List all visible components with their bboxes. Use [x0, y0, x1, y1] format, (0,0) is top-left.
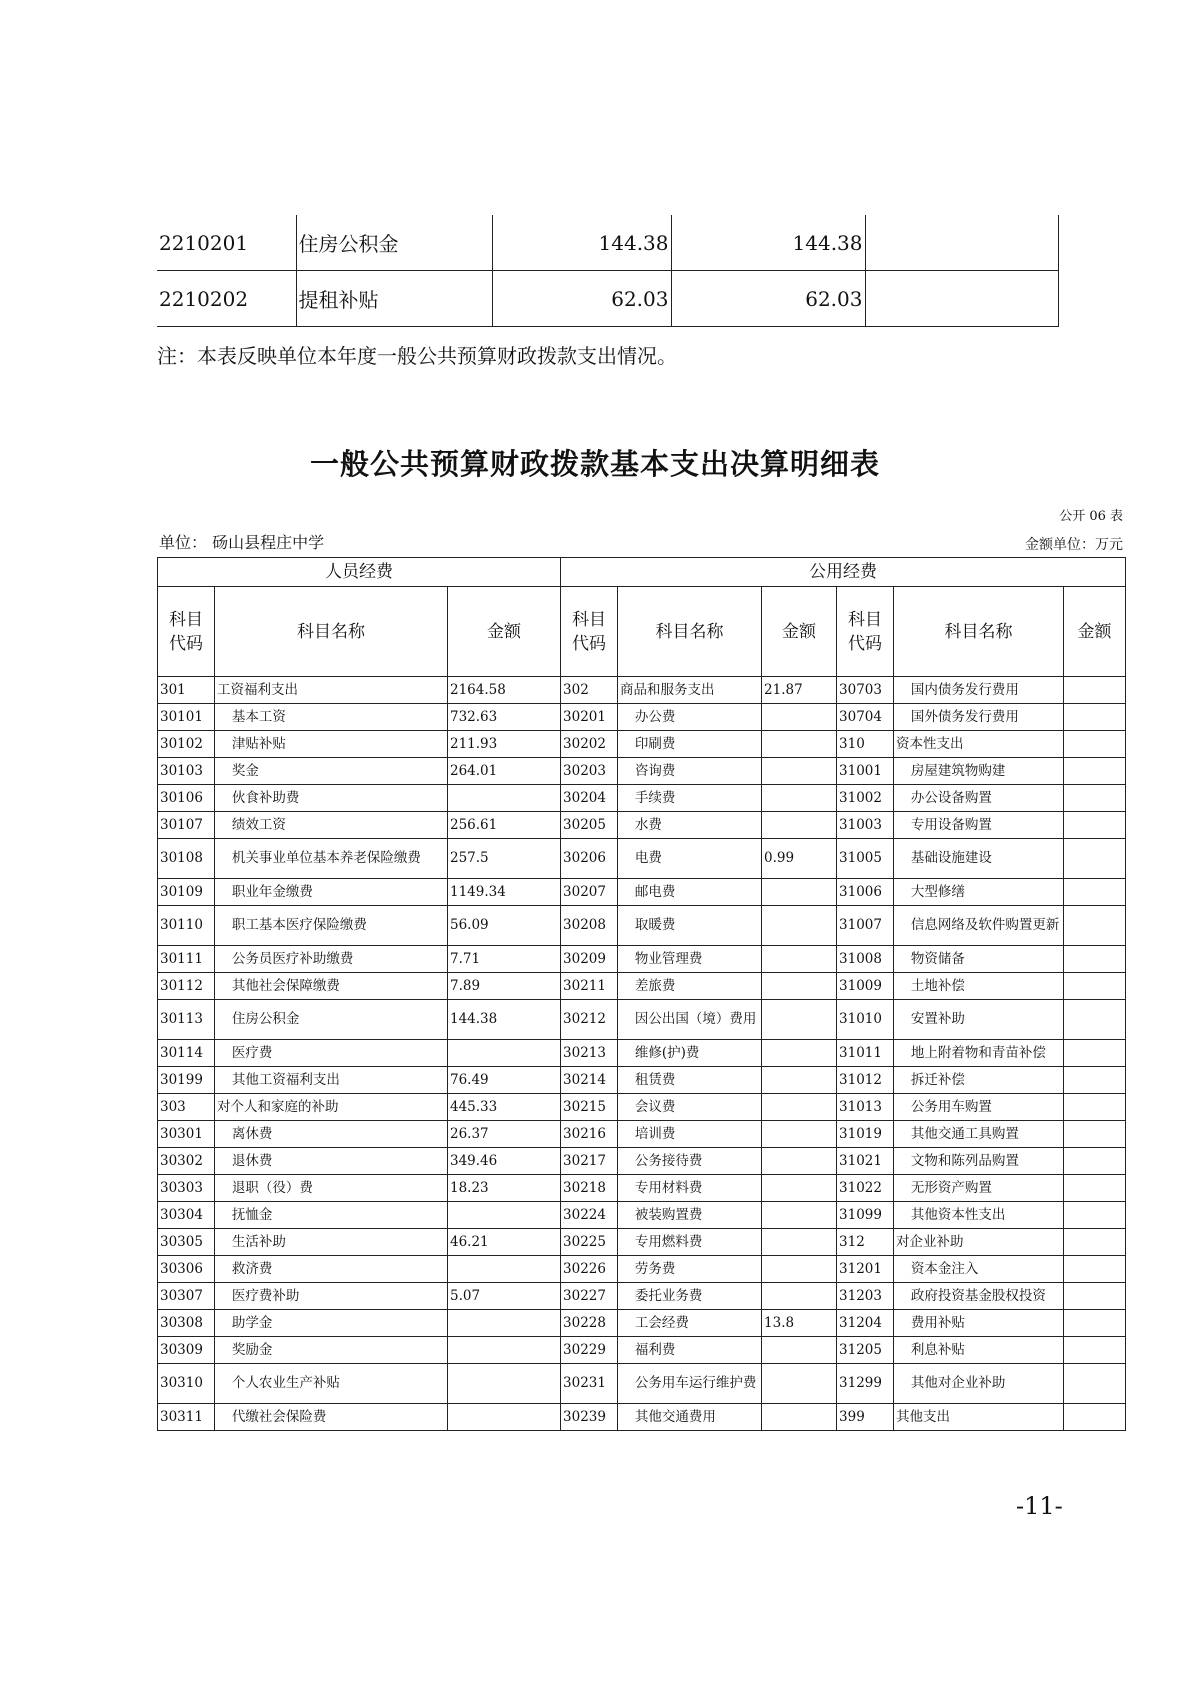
- table-row: [158, 1404, 1126, 1431]
- form-number: 公开 06 表: [1059, 509, 1123, 524]
- name-cell: 其他交通工具购置: [894, 1121, 1064, 1148]
- code-cell: 30199: [158, 1067, 215, 1094]
- amount-cell: [762, 1202, 837, 1229]
- code-cell: 30224: [561, 1202, 618, 1229]
- amount-cell: [762, 1404, 837, 1431]
- unit-label: 单位： 砀山县程庄中学: [159, 533, 325, 552]
- amount-cell: [762, 1148, 837, 1175]
- name-cell: 退休费: [215, 1148, 448, 1175]
- name-cell: 劳务费: [618, 1256, 762, 1283]
- amount-cell: [448, 1404, 561, 1431]
- code-cell: 30308: [158, 1310, 215, 1337]
- code-cell: 30111: [158, 946, 215, 973]
- col-header-code: 科目 代码: [158, 587, 215, 677]
- amount-cell: [1064, 1229, 1126, 1256]
- name-cell: 拆迁补偿: [894, 1067, 1064, 1094]
- name-cell: 公务员医疗补助缴费: [215, 946, 448, 973]
- table-row: [158, 677, 1126, 704]
- code-cell: 30231: [561, 1364, 618, 1404]
- code-cell: 30211: [561, 973, 618, 1000]
- amount-cell: [762, 1337, 837, 1364]
- code-cell: 31002: [837, 785, 894, 812]
- name-cell: 生活补助: [215, 1229, 448, 1256]
- code-cell: 30110: [158, 906, 215, 946]
- code-cell: 30306: [158, 1256, 215, 1283]
- name-cell: 对个人和家庭的补助: [215, 1094, 448, 1121]
- code-cell: 30303: [158, 1175, 215, 1202]
- col-header-code: 科目 代码: [837, 587, 894, 677]
- code-cell: 302: [561, 677, 618, 704]
- name-cell: 住房公积金: [215, 1000, 448, 1040]
- name-cell: 印刷费: [618, 731, 762, 758]
- amount-cell: [1064, 879, 1126, 906]
- amount-cell: 256.61: [448, 812, 561, 839]
- code-cell: 30102: [158, 731, 215, 758]
- amount-cell: 76.49: [448, 1067, 561, 1094]
- table-row: [158, 946, 1126, 973]
- previous-table-tail: [157, 215, 1059, 327]
- amount-cell: [762, 946, 837, 973]
- table-row: [157, 215, 1058, 271]
- amount-cell: 257.5: [448, 839, 561, 879]
- table-row: [158, 1040, 1126, 1067]
- table-row: [158, 879, 1126, 906]
- code-cell: 30218: [561, 1175, 618, 1202]
- name-cell: 退职（役）费: [215, 1175, 448, 1202]
- name-cell: 绩效工资: [215, 812, 448, 839]
- code-cell: 31007: [837, 906, 894, 946]
- amount-cell: [762, 1283, 837, 1310]
- amount-cell: 56.09: [448, 906, 561, 946]
- code-cell: 30113: [158, 1000, 215, 1040]
- code-cell: 31005: [837, 839, 894, 879]
- code-cell: 30204: [561, 785, 618, 812]
- amount-cell: [1064, 1256, 1126, 1283]
- amount-cell: [1064, 785, 1126, 812]
- name-cell: 委托业务费: [618, 1283, 762, 1310]
- amount-cell: [762, 973, 837, 1000]
- table-row: [157, 271, 1058, 327]
- column-header-row: [158, 587, 1126, 677]
- code-cell: 31021: [837, 1148, 894, 1175]
- name-cell: 取暖费: [618, 906, 762, 946]
- amount-cell: 211.93: [448, 731, 561, 758]
- amount-cell: 62.03: [492, 271, 671, 327]
- code-cell: 31099: [837, 1202, 894, 1229]
- code-cell: 30227: [561, 1283, 618, 1310]
- amount-cell: 144.38: [492, 215, 671, 271]
- amount-cell: 18.23: [448, 1175, 561, 1202]
- code-cell: 30704: [837, 704, 894, 731]
- name-cell: 离休费: [215, 1121, 448, 1148]
- group-header-row: [158, 558, 1126, 587]
- code-cell: 399: [837, 1404, 894, 1431]
- amount-cell: [1064, 731, 1126, 758]
- name-cell: 政府投资基金股权投资: [894, 1283, 1064, 1310]
- group-header-public: 公用经费: [561, 558, 1126, 587]
- code-cell: 30311: [158, 1404, 215, 1431]
- name-cell: 差旅费: [618, 973, 762, 1000]
- code-cell: 30114: [158, 1040, 215, 1067]
- amount-cell: 144.38: [448, 1000, 561, 1040]
- code-cell: 30309: [158, 1337, 215, 1364]
- col-header-name: 科目名称: [894, 587, 1064, 677]
- code-cell: 31299: [837, 1364, 894, 1404]
- code-cell: 30201: [561, 704, 618, 731]
- table-row: [158, 839, 1126, 879]
- name-cell: 奖金: [215, 758, 448, 785]
- name-cell: 办公费: [618, 704, 762, 731]
- col-header-name: 科目名称: [215, 587, 448, 677]
- amount-cell: [762, 1256, 837, 1283]
- code-cell: 30305: [158, 1229, 215, 1256]
- name-cell: 职工基本医疗保险缴费: [215, 906, 448, 946]
- code-cell: 31203: [837, 1283, 894, 1310]
- name-cell: 地上附着物和青苗补偿: [894, 1040, 1064, 1067]
- name-cell: 职业年金缴费: [215, 879, 448, 906]
- amount-cell: [1064, 973, 1126, 1000]
- amount-cell: [1064, 812, 1126, 839]
- code-cell: 31006: [837, 879, 894, 906]
- table-row: [158, 1202, 1126, 1229]
- amount-cell: [448, 1256, 561, 1283]
- name-cell: 专用设备购置: [894, 812, 1064, 839]
- code-cell: 30203: [561, 758, 618, 785]
- col-header-name: 科目名称: [618, 587, 762, 677]
- code-cell: 31022: [837, 1175, 894, 1202]
- name-cell: 邮电费: [618, 879, 762, 906]
- amount-cell: [1064, 758, 1126, 785]
- code-cell: 30239: [561, 1404, 618, 1431]
- col-header-code: 科目 代码: [561, 587, 618, 677]
- amount-cell: [762, 1067, 837, 1094]
- name-cell: 基础设施建设: [894, 839, 1064, 879]
- name-cell: 代缴社会保险费: [215, 1404, 448, 1431]
- amount-cell: 144.38: [671, 215, 865, 271]
- amount-cell: [1064, 1364, 1126, 1404]
- code-cell: 30703: [837, 677, 894, 704]
- amount-cell: [448, 1202, 561, 1229]
- page-title: 一般公共预算财政拨款基本支出决算明细表: [309, 447, 880, 481]
- name-cell: 被装购置费: [618, 1202, 762, 1229]
- amount-cell: [1064, 1148, 1126, 1175]
- code-cell: 30109: [158, 879, 215, 906]
- code-cell: 30206: [561, 839, 618, 879]
- amount-cell: 349.46: [448, 1148, 561, 1175]
- code-cell: 30225: [561, 1229, 618, 1256]
- name-cell: 抚恤金: [215, 1202, 448, 1229]
- table-row: [158, 812, 1126, 839]
- name-cell: 费用补贴: [894, 1310, 1064, 1337]
- amount-cell: [1064, 1202, 1126, 1229]
- name-cell: 其他工资福利支出: [215, 1067, 448, 1094]
- table-row: [158, 785, 1126, 812]
- code-cell: 30310: [158, 1364, 215, 1404]
- table-row: [158, 1364, 1126, 1404]
- amount-cell: [762, 758, 837, 785]
- amount-cell: 264.01: [448, 758, 561, 785]
- name-cell: 工会经费: [618, 1310, 762, 1337]
- amount-cell: 5.07: [448, 1283, 561, 1310]
- code-cell: 2210201: [157, 215, 296, 271]
- name-cell: 大型修缮: [894, 879, 1064, 906]
- col-header-amount: 金额: [762, 587, 837, 677]
- amount-cell: 1149.34: [448, 879, 561, 906]
- name-cell: 住房公积金: [296, 215, 492, 271]
- amount-cell: [1064, 1175, 1126, 1202]
- name-cell: 提租补贴: [296, 271, 492, 327]
- table-row: [158, 1337, 1126, 1364]
- amount-cell: [762, 731, 837, 758]
- name-cell: 其他资本性支出: [894, 1202, 1064, 1229]
- code-cell: 30101: [158, 704, 215, 731]
- col-header-amount: 金额: [1064, 587, 1126, 677]
- amount-cell: 7.89: [448, 973, 561, 1000]
- code-cell: 30214: [561, 1067, 618, 1094]
- name-cell: 维修(护)费: [618, 1040, 762, 1067]
- code-cell: 31010: [837, 1000, 894, 1040]
- amount-cell: [1064, 839, 1126, 879]
- code-cell: 30108: [158, 839, 215, 879]
- table-row: [158, 731, 1126, 758]
- name-cell: 救济费: [215, 1256, 448, 1283]
- table-row: [158, 1094, 1126, 1121]
- code-cell: 30107: [158, 812, 215, 839]
- amount-cell: 21.87: [762, 677, 837, 704]
- code-cell: 31003: [837, 812, 894, 839]
- code-cell: 30106: [158, 785, 215, 812]
- code-cell: 2210202: [157, 271, 296, 327]
- amount-cell: [762, 906, 837, 946]
- amount-cell: 46.21: [448, 1229, 561, 1256]
- amount-cell: 26.37: [448, 1121, 561, 1148]
- group-header-personnel: 人员经费: [158, 558, 561, 587]
- name-cell: 咨询费: [618, 758, 762, 785]
- name-cell: 物资储备: [894, 946, 1064, 973]
- table-row: [158, 1256, 1126, 1283]
- name-cell: 利息补贴: [894, 1337, 1064, 1364]
- table-row: [158, 1175, 1126, 1202]
- code-cell: 30205: [561, 812, 618, 839]
- code-cell: 31008: [837, 946, 894, 973]
- name-cell: 个人农业生产补贴: [215, 1364, 448, 1404]
- code-cell: 30209: [561, 946, 618, 973]
- amount-unit-label: 金额单位：万元: [1025, 537, 1123, 553]
- code-cell: 31019: [837, 1121, 894, 1148]
- amount-cell: 732.63: [448, 704, 561, 731]
- name-cell: 商品和服务支出: [618, 677, 762, 704]
- table-row: [158, 758, 1126, 785]
- code-cell: 31011: [837, 1040, 894, 1067]
- amount-cell: [1064, 1121, 1126, 1148]
- page-number: -11-: [1016, 1492, 1063, 1520]
- code-cell: 30217: [561, 1148, 618, 1175]
- amount-cell: [1064, 1310, 1126, 1337]
- amount-cell: [762, 1364, 837, 1404]
- name-cell: 公务接待费: [618, 1148, 762, 1175]
- table-row: [158, 1000, 1126, 1040]
- amount-cell: [762, 1000, 837, 1040]
- name-cell: 房屋建筑物购建: [894, 758, 1064, 785]
- name-cell: 其他交通费用: [618, 1404, 762, 1431]
- code-cell: 30207: [561, 879, 618, 906]
- name-cell: 工资福利支出: [215, 677, 448, 704]
- col-header-amount: 金额: [448, 587, 561, 677]
- name-cell: 公务用车购置: [894, 1094, 1064, 1121]
- amount-cell: [1064, 1040, 1126, 1067]
- amount-cell: [1064, 704, 1126, 731]
- amount-cell: [762, 785, 837, 812]
- amount-cell: [1064, 677, 1126, 704]
- amount-cell: [762, 704, 837, 731]
- amount-cell: 445.33: [448, 1094, 561, 1121]
- name-cell: 公务用车运行维护费: [618, 1364, 762, 1404]
- table-row: [158, 704, 1126, 731]
- name-cell: 国外债务发行费用: [894, 704, 1064, 731]
- table-row: [158, 906, 1126, 946]
- amount-cell: [448, 1337, 561, 1364]
- name-cell: 机关事业单位基本养老保险缴费: [215, 839, 448, 879]
- name-cell: 津贴补贴: [215, 731, 448, 758]
- code-cell: 30208: [561, 906, 618, 946]
- amount-cell: [762, 1040, 837, 1067]
- name-cell: 其他社会保障缴费: [215, 973, 448, 1000]
- name-cell: 奖励金: [215, 1337, 448, 1364]
- name-cell: 资本性支出: [894, 731, 1064, 758]
- code-cell: 31013: [837, 1094, 894, 1121]
- name-cell: 物业管理费: [618, 946, 762, 973]
- amount-cell: [448, 1310, 561, 1337]
- name-cell: 水费: [618, 812, 762, 839]
- name-cell: 伙食补助费: [215, 785, 448, 812]
- code-cell: 30302: [158, 1148, 215, 1175]
- code-cell: 30307: [158, 1283, 215, 1310]
- name-cell: 手续费: [618, 785, 762, 812]
- code-cell: 30212: [561, 1000, 618, 1040]
- amount-cell: [762, 879, 837, 906]
- amount-cell: [762, 1175, 837, 1202]
- name-cell: 租赁费: [618, 1067, 762, 1094]
- table-row: [158, 1067, 1126, 1094]
- name-cell: 土地补偿: [894, 973, 1064, 1000]
- amount-cell: [1064, 906, 1126, 946]
- name-cell: 助学金: [215, 1310, 448, 1337]
- code-cell: 31012: [837, 1067, 894, 1094]
- name-cell: 医疗费: [215, 1040, 448, 1067]
- table-row: [158, 1121, 1126, 1148]
- name-cell: 安置补助: [894, 1000, 1064, 1040]
- code-cell: 31204: [837, 1310, 894, 1337]
- table-row: [158, 1283, 1126, 1310]
- code-cell: 301: [158, 677, 215, 704]
- name-cell: 办公设备购置: [894, 785, 1064, 812]
- amount-cell: 0.99: [762, 839, 837, 879]
- amount-cell: [1064, 1404, 1126, 1431]
- name-cell: 因公出国（境）费用: [618, 1000, 762, 1040]
- name-cell: 医疗费补助: [215, 1283, 448, 1310]
- amount-cell: 13.8: [762, 1310, 837, 1337]
- code-cell: 31201: [837, 1256, 894, 1283]
- expenditure-detail-table: [157, 557, 1126, 1431]
- amount-cell: [762, 1094, 837, 1121]
- amount-cell: [762, 1121, 837, 1148]
- code-cell: 30112: [158, 973, 215, 1000]
- code-cell: 30202: [561, 731, 618, 758]
- amount-cell: [448, 1040, 561, 1067]
- table-note: 注：本表反映单位本年度一般公共预算财政拨款支出情况。: [157, 344, 677, 368]
- code-cell: 30301: [158, 1121, 215, 1148]
- code-cell: 30229: [561, 1337, 618, 1364]
- name-cell: 资本金注入: [894, 1256, 1064, 1283]
- name-cell: 专用燃料费: [618, 1229, 762, 1256]
- code-cell: 31009: [837, 973, 894, 1000]
- table-row: [158, 973, 1126, 1000]
- name-cell: 信息网络及软件购置更新: [894, 906, 1064, 946]
- amount-cell: [1064, 1283, 1126, 1310]
- amount-cell: [762, 1229, 837, 1256]
- amount-cell: [1064, 1000, 1126, 1040]
- name-cell: 无形资产购置: [894, 1175, 1064, 1202]
- code-cell: 30215: [561, 1094, 618, 1121]
- code-cell: 31001: [837, 758, 894, 785]
- amount-cell: 7.71: [448, 946, 561, 973]
- amount-cell: [448, 785, 561, 812]
- table-row: [158, 1310, 1126, 1337]
- table-row: [158, 1148, 1126, 1175]
- name-cell: 对企业补助: [894, 1229, 1064, 1256]
- name-cell: 其他支出: [894, 1404, 1064, 1431]
- name-cell: 专用材料费: [618, 1175, 762, 1202]
- amount-cell: [448, 1364, 561, 1404]
- code-cell: 30226: [561, 1256, 618, 1283]
- amount-cell: [1064, 1094, 1126, 1121]
- name-cell: 会议费: [618, 1094, 762, 1121]
- amount-cell: [865, 215, 1058, 271]
- amount-cell: [1064, 1067, 1126, 1094]
- name-cell: 其他对企业补助: [894, 1364, 1064, 1404]
- amount-cell: [762, 812, 837, 839]
- name-cell: 国内债务发行费用: [894, 677, 1064, 704]
- amount-cell: [865, 271, 1058, 327]
- amount-cell: 2164.58: [448, 677, 561, 704]
- code-cell: 30103: [158, 758, 215, 785]
- amount-cell: 62.03: [671, 271, 865, 327]
- name-cell: 电费: [618, 839, 762, 879]
- code-cell: 30216: [561, 1121, 618, 1148]
- code-cell: 303: [158, 1094, 215, 1121]
- code-cell: 30228: [561, 1310, 618, 1337]
- code-cell: 30213: [561, 1040, 618, 1067]
- code-cell: 310: [837, 731, 894, 758]
- name-cell: 福利费: [618, 1337, 762, 1364]
- table-row: [158, 1229, 1126, 1256]
- name-cell: 基本工资: [215, 704, 448, 731]
- code-cell: 30304: [158, 1202, 215, 1229]
- code-cell: 31205: [837, 1337, 894, 1364]
- amount-cell: [1064, 1337, 1126, 1364]
- name-cell: 文物和陈列品购置: [894, 1148, 1064, 1175]
- name-cell: 培训费: [618, 1121, 762, 1148]
- code-cell: 312: [837, 1229, 894, 1256]
- amount-cell: [1064, 946, 1126, 973]
